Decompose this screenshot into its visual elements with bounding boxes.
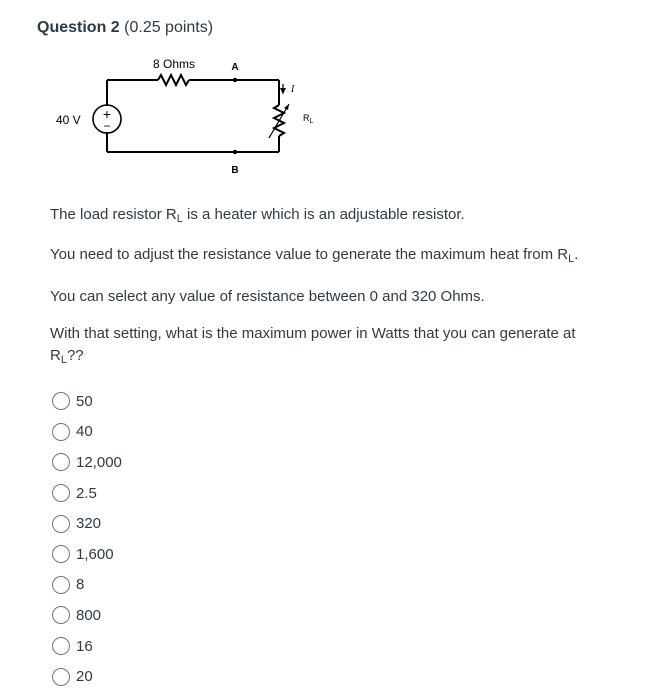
option-label[interactable]: 320 xyxy=(76,515,102,533)
radio-button[interactable] xyxy=(52,423,70,441)
option-label[interactable]: 20 xyxy=(76,668,93,686)
radio-button[interactable] xyxy=(52,515,70,533)
radio-button[interactable] xyxy=(52,484,70,502)
load-label-sub: L xyxy=(309,118,314,125)
option-8[interactable] xyxy=(52,570,122,601)
load-label-main: R xyxy=(303,113,310,123)
node-b-dot xyxy=(233,150,237,154)
option-label[interactable]: 8 xyxy=(76,576,85,594)
option-16[interactable] xyxy=(52,631,122,662)
radio-button[interactable] xyxy=(52,545,70,563)
current-label: I xyxy=(291,84,295,95)
adjust-arrowhead xyxy=(284,104,289,110)
paragraph-range: You can select any value of resistance between 0 and 320 Ohms. xyxy=(50,288,485,305)
radio-button[interactable] xyxy=(52,392,70,410)
current-arrowhead xyxy=(280,88,286,94)
load-label xyxy=(303,113,314,125)
paragraph-load-resistor: The load resistor $R_L$ is a heater which is an adjustable resistor. xyxy=(50,206,465,225)
circuit-diagram xyxy=(48,50,338,180)
question-points: (0.25 points) xyxy=(124,19,214,36)
radio-button[interactable] xyxy=(52,576,70,594)
option-label[interactable]: 16 xyxy=(76,637,93,655)
option-label[interactable]: 50 xyxy=(76,392,93,410)
radio-button[interactable] xyxy=(52,453,70,471)
option-50[interactable] xyxy=(52,386,122,417)
option-800[interactable] xyxy=(52,600,122,631)
radio-button[interactable] xyxy=(52,606,70,624)
source-plus: + xyxy=(102,106,112,122)
option-label[interactable]: 12,000 xyxy=(76,453,122,471)
radio-button[interactable] xyxy=(52,637,70,655)
node-b-label: B xyxy=(231,165,239,176)
question-title: Question 2 xyxy=(37,19,120,36)
option-2-5[interactable] xyxy=(52,478,122,509)
option-1600[interactable] xyxy=(52,539,122,570)
option-12000[interactable] xyxy=(52,447,122,478)
option-label[interactable]: 800 xyxy=(76,606,102,624)
radio-button[interactable] xyxy=(52,668,70,686)
answer-options xyxy=(52,386,122,692)
series-resistor xyxy=(158,75,189,85)
paragraph-adjust: You need to adjust the resistance value to generate the maximum heat from $R_L$. xyxy=(50,246,579,265)
option-320[interactable] xyxy=(52,508,122,539)
node-a-dot xyxy=(233,78,237,82)
option-label[interactable]: 40 xyxy=(76,423,93,441)
option-label[interactable]: 1,600 xyxy=(76,545,114,563)
option-20[interactable] xyxy=(52,661,122,692)
series-resistor-label: 8 Ohms xyxy=(152,57,196,71)
source-label: 40 V xyxy=(56,113,81,127)
paragraph-question: With that setting, what is the maximum power in Watts that you can generate at $R_L$?? xyxy=(50,325,576,366)
question-header xyxy=(37,19,213,37)
node-a-label: A xyxy=(231,62,239,73)
option-40[interactable] xyxy=(52,417,122,448)
option-label[interactable]: 2.5 xyxy=(76,484,97,502)
source-minus: − xyxy=(103,119,111,133)
